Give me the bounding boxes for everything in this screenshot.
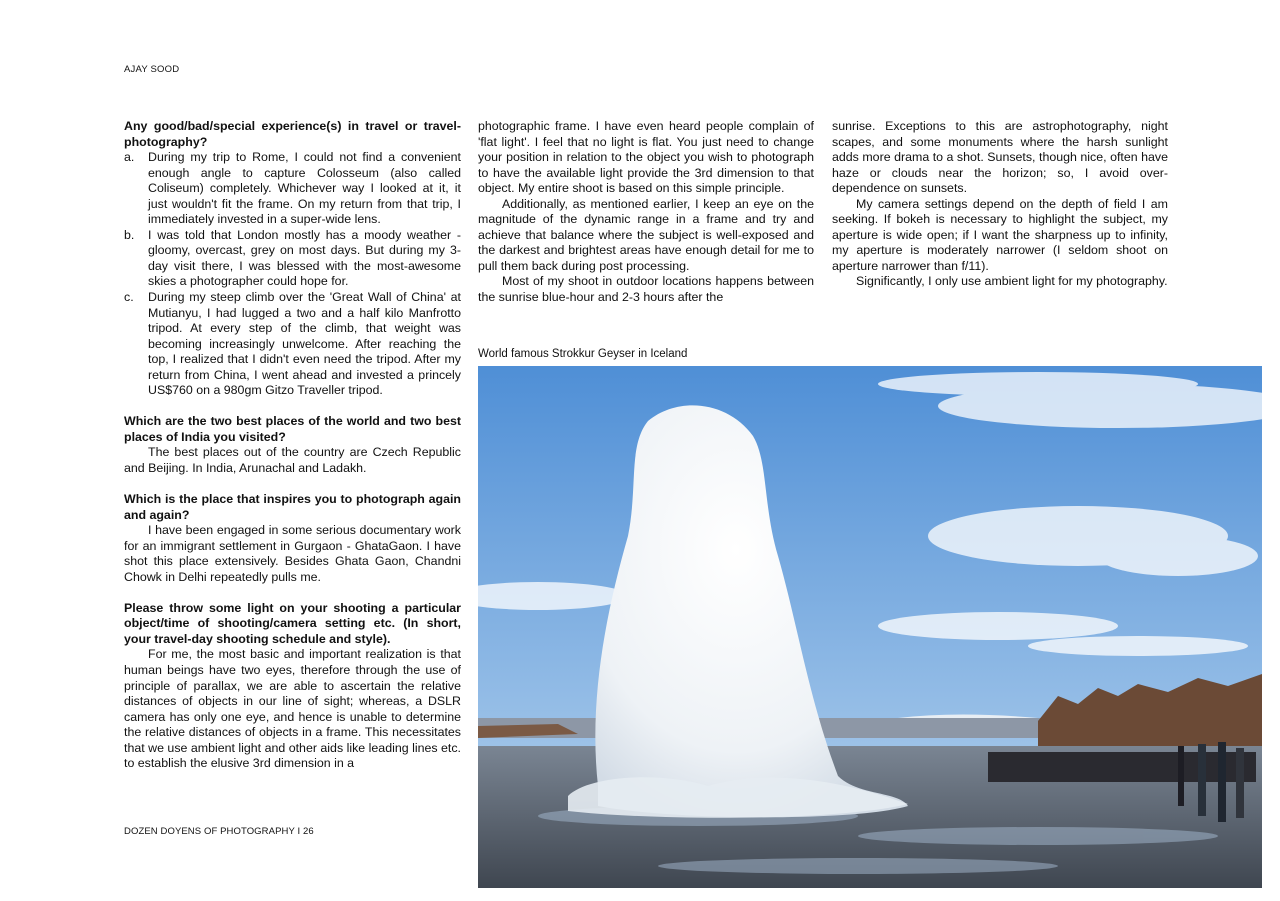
column-3 [832, 119, 1168, 290]
body-paragraph: Most of my shoot in outdoor locations happens between the sunrise blue-hour and 2-3 hours after the [478, 274, 814, 305]
list-item [124, 290, 461, 399]
list-item [124, 150, 461, 228]
answer-paragraph: For me, the most basic and important realization is that human beings have two eyes, therefore through the use of principle of parallax, we are able to ascertain the relative distances of objects in our line of sight; whereas, a DSLR camera has only one eye, and hence is unable to determine the relative distances of objects in a frame. This necessitates that we use ambient light and other aids like leading lines etc. to establish the elusive 3rd dimension in a [124, 647, 461, 771]
photo-caption: World famous Strokkur Geyser in Iceland [478, 348, 688, 360]
body-paragraph: Additionally, as mentioned earlier, I keep an eye on the magnitude of the dynamic range in a frame and try and achieve that balance where the subject is well-exposed and the darkest and brightest areas have enough detail for me to pull them back during post processing. [478, 196, 814, 273]
list-marker: c. [124, 290, 134, 305]
page-footer: DOZEN DOYENS OF PHOTOGRAPHY I 26 [124, 826, 314, 837]
question-heading: Which are the two best places of the world and two best places of India you visited? [124, 414, 461, 444]
geyser-photo-illustration [478, 366, 1262, 888]
answer-paragraph: I have been engaged in some serious documentary work for an immigrant settlement in Gurgaon - GhataGaon. I have shot this place extensively. Besides Ghata Gaon, Chandni Chowk in Delhi repeatedly pulls me. [124, 523, 461, 584]
list-marker: a. [124, 150, 135, 165]
column-1 [124, 119, 461, 772]
body-paragraph: photographic frame. I have even heard people complain of 'flat light'. I feel that no light is flat. You just need to change your position in relation to the object you wish to photograph to have the available light provide the 3rd dimension to that object. My entire shoot is based on this simple principle. [478, 119, 814, 196]
list-marker: b. [124, 227, 135, 242]
question-heading: Any good/bad/special experience(s) in travel or travel-photography? [124, 119, 461, 149]
page-header-author: AJAY SOOD [124, 64, 180, 75]
list-item [124, 228, 461, 290]
question-heading: Please throw some light on your shooting a particular object/time of shooting/camera setting etc. (In short, your travel-day shooting schedule and style). [124, 600, 461, 646]
column-2 [478, 119, 814, 306]
geyser-photo [478, 366, 1262, 888]
list-item-text: During my steep climb over the 'Great Wall of China' at Mutianyu, I had lugged a two and a half kilo Manfrotto tripod. At every step of the climb, that weight was becoming increasingly unwelcome. After reaching the top, I realized that I didn't even need the tripod. After my return from China, I went ahead and invested a princely US$760 on a 980gm Gitzo Traveller tripod. [148, 290, 461, 398]
question-heading: Which is the place that inspires you to photograph again and again? [124, 492, 461, 522]
body-paragraph: sunrise. Exceptions to this are astrophotography, night scapes, and some monuments where the harsh sunlight adds more drama to a shot. Sunsets, though nice, often have haze or clouds near the horizon; so, I avoid over-dependence on sunsets. [832, 119, 1168, 196]
body-paragraph: My camera settings depend on the depth of field I am seeking. If bokeh is necessary to highlight the subject, my aperture is wide open; if I want the sharpness up to infinity, my aperture is moderately narrower (I seldom shoot on aperture narrower than f/11). [832, 196, 1168, 273]
body-paragraph: Significantly, I only use ambient light for my photography. [856, 274, 1168, 289]
list-item-text: During my trip to Rome, I could not find a convenient enough angle to capture Colosseum (also called Coliseum) completely. Whichever way I looked at it, it just wouldn't fit the frame. On my return from that trip, I immediately invested in a super-wide lens. [148, 150, 461, 227]
answer-paragraph: The best places out of the country are Czech Republic and Beijing. In India, Arunachal and Ladakh. [124, 445, 461, 475]
list-item-text: I was told that London mostly has a moody weather - gloomy, overcast, grey on most days. But during my 3-day visit there, I was blessed with the most-awesome skies a photographer could hope for. [148, 227, 461, 289]
